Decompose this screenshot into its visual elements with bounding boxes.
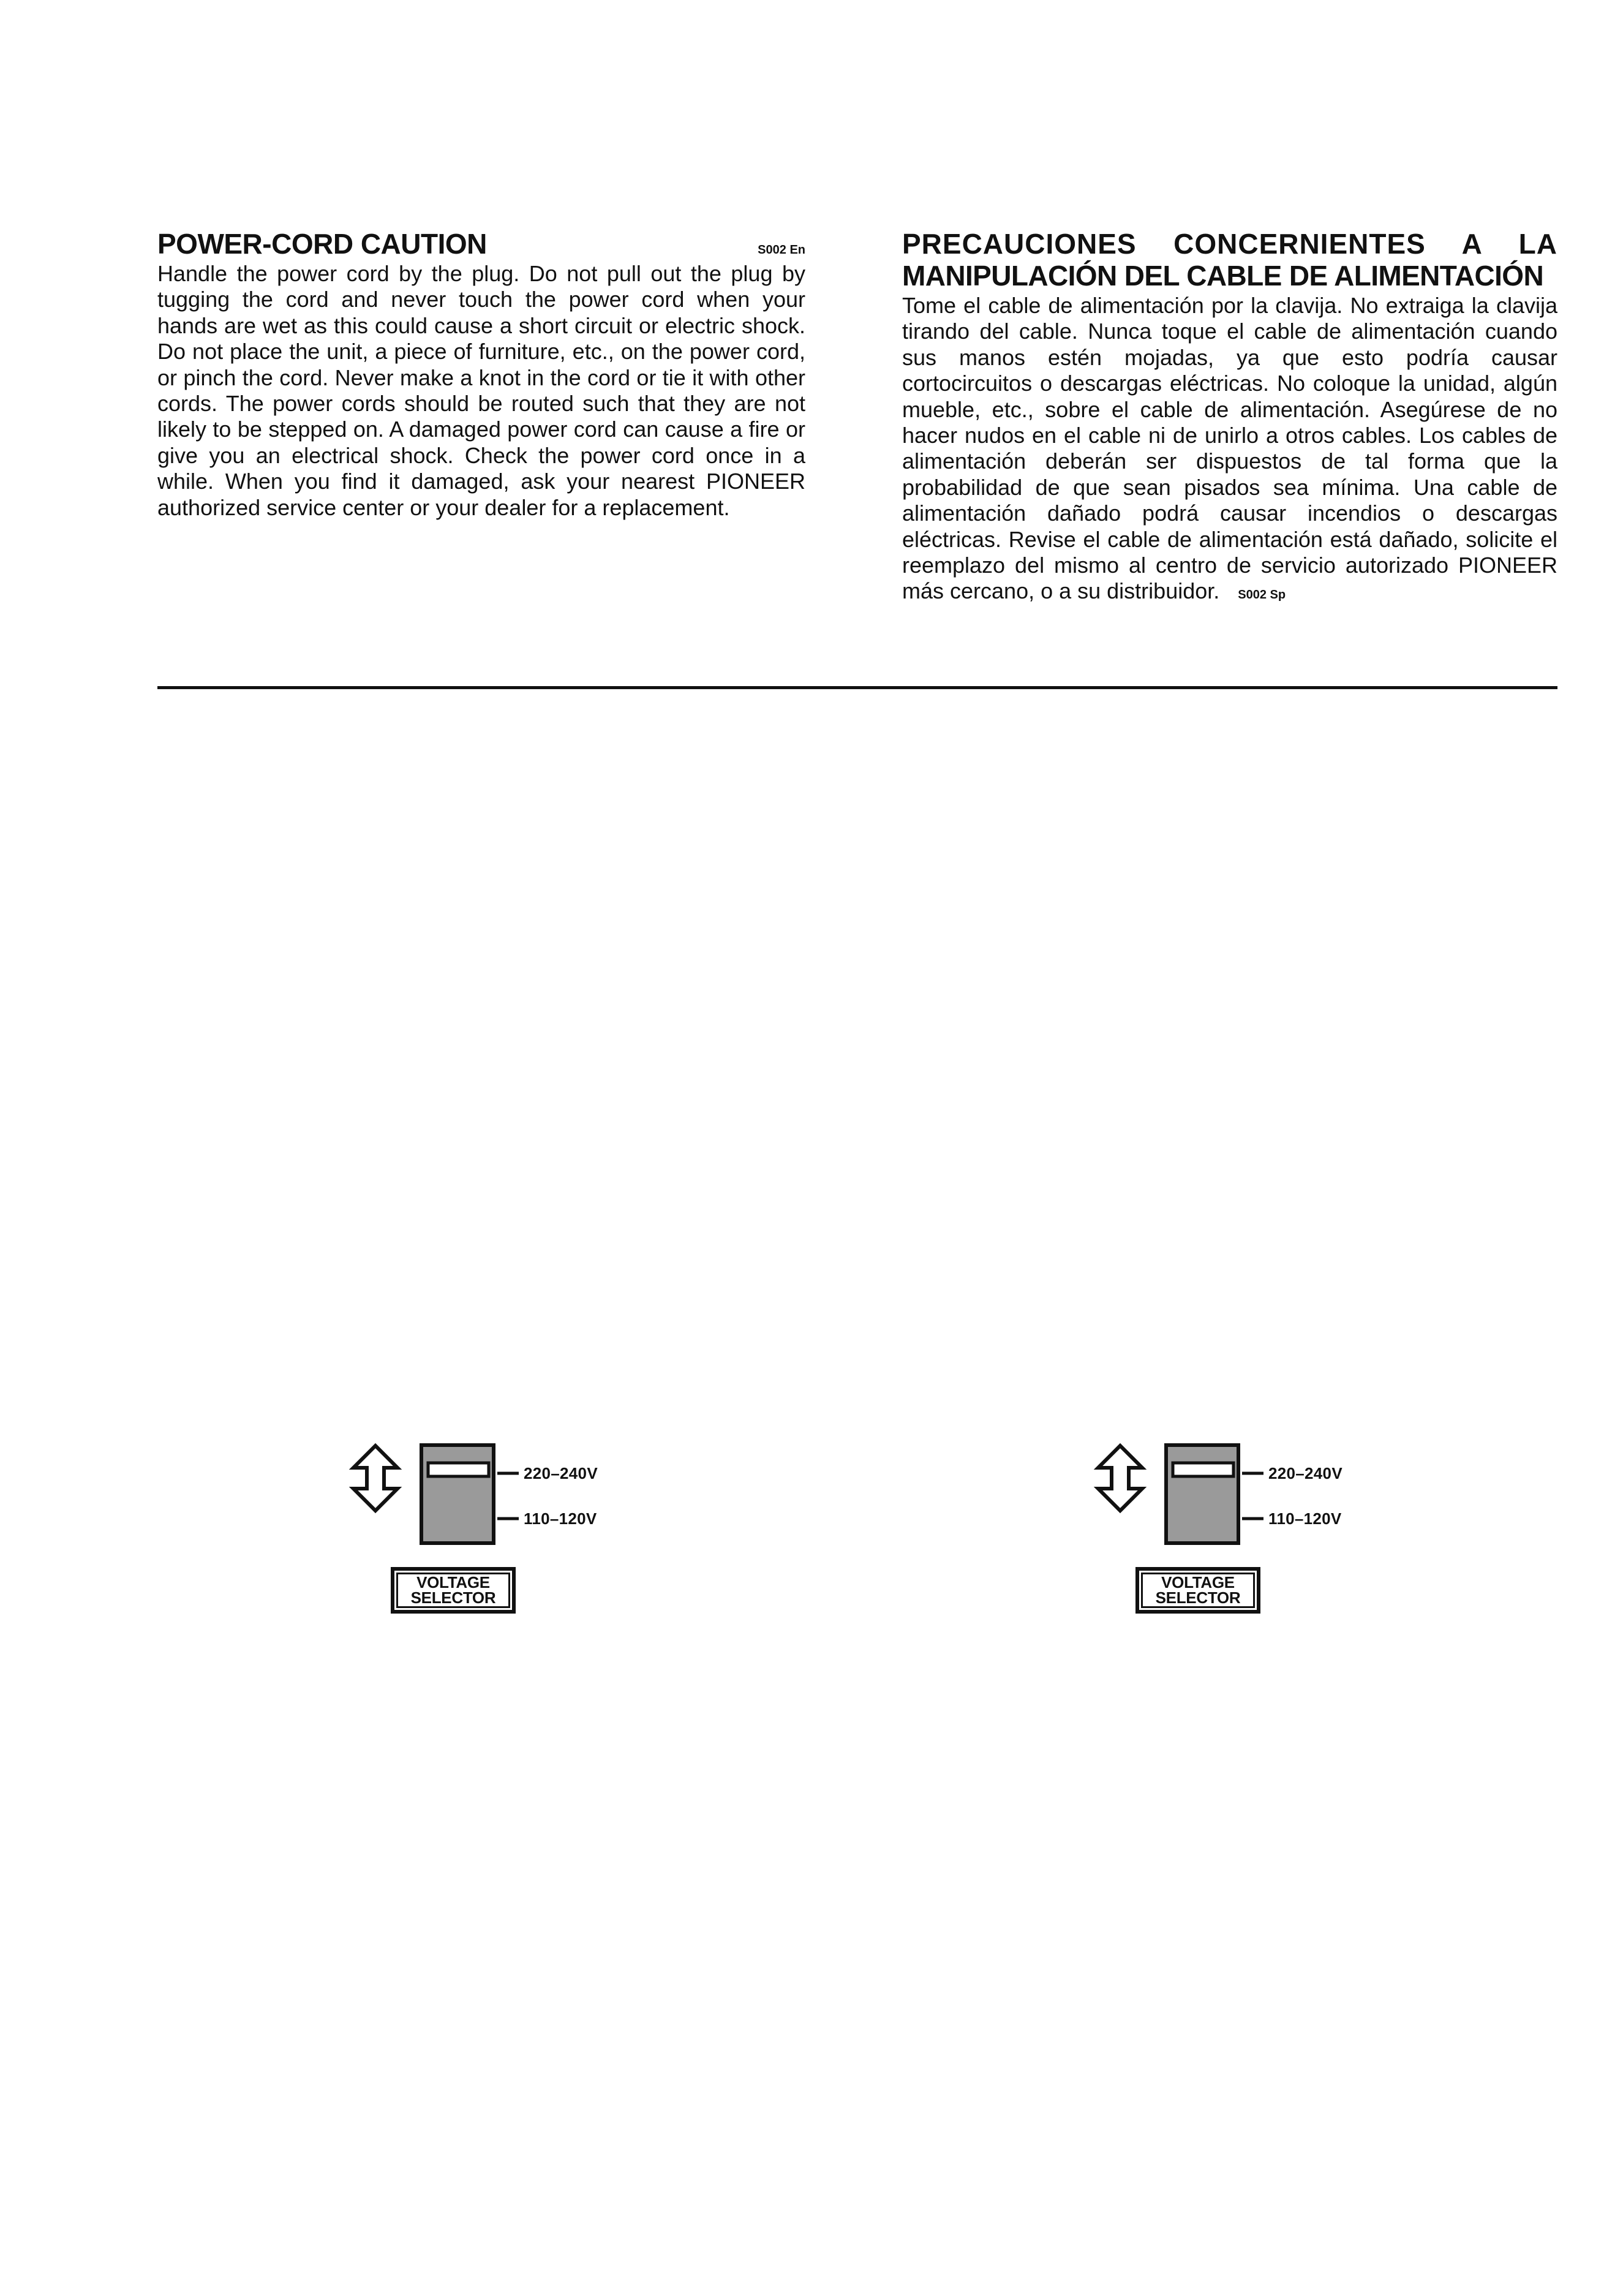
low-voltage-label: 110–120V bbox=[1268, 1509, 1342, 1528]
spanish-section bbox=[902, 228, 1557, 608]
english-code: S002 En bbox=[758, 243, 805, 257]
voltage-selector-diagram-left bbox=[352, 1444, 634, 1628]
english-body: Handle the power cord by the plug. Do not pull out the plug by tugging the cord and never touch the power cord when your hands are wet as this could cause a short circuit or electric shock. Do not place the unit, a piece of furniture, etc., on the power cord, or pinch the cord. Never make a knot in the cord or tie it with other cords. The power cords should be routed such that they are not likely to be stepped on. A damaged power cord can cause a fire or give you an electrical shock. Check the power cord once in a while. When you find it damaged, ask your nearest PIONEER authorized service center or your dealer for a replacement. bbox=[157, 261, 805, 520]
high-voltage-label: 220–240V bbox=[1268, 1464, 1342, 1482]
plate-inner-border bbox=[396, 1573, 510, 1608]
plate-line-2: SELECTOR bbox=[410, 1588, 496, 1607]
spanish-code: S002 Sp bbox=[1238, 588, 1286, 602]
switch-body bbox=[1166, 1445, 1238, 1543]
voltage-selector-plate bbox=[1135, 1567, 1260, 1614]
up-down-arrow-icon bbox=[353, 1446, 397, 1511]
section-divider bbox=[157, 686, 1557, 689]
voltage-selector-diagram-right bbox=[1097, 1444, 1379, 1628]
plate-line-1: VOLTAGE bbox=[416, 1573, 490, 1592]
english-heading-row bbox=[157, 228, 805, 260]
switch-body bbox=[421, 1445, 494, 1543]
plate-line-2: SELECTOR bbox=[1155, 1588, 1241, 1607]
high-voltage-label: 220–240V bbox=[524, 1464, 598, 1482]
up-down-arrow-icon bbox=[1098, 1446, 1142, 1511]
spanish-heading-line1: PRECAUCIONES CONCERNIENTES A LA bbox=[902, 228, 1557, 260]
plate-line-1: VOLTAGE bbox=[1161, 1573, 1235, 1592]
spanish-body bbox=[902, 293, 1557, 608]
voltage-selector-plate bbox=[391, 1567, 516, 1614]
spanish-body-text: Tome el cable de alimentación por la clavija. No extraiga la clavija tirando del cable. Nunca toque el cable de alimentación cuando sus manos estén mojadas, ya que esto podría causar cortocircuitos o descargas eléctricas. No coloque la unidad, algún mueble, etc., sobre el cable de alimentación. Asegúrese de no hacer nudos en el cable ni de unirlo a otros cables. Los cables de alimentación deberán ser dispuestos de tal forma que la probabilidad de que sean pisados sea mínima. Una cable de alimentación dañado podrá causar incendios o descargas eléctricas. Revise el cable de alimentación está dañado, solicite el reemplazo del mismo al centro de servicio autorizado PIONEER más cercano, o a su distribuidor. bbox=[902, 293, 1557, 604]
switch-slider bbox=[1173, 1463, 1233, 1476]
plate-inner-border bbox=[1141, 1573, 1255, 1608]
english-heading: POWER-CORD CAUTION bbox=[157, 228, 487, 260]
spanish-heading-line2: MANIPULACIÓN DEL CABLE DE ALIMENTACIÓN bbox=[902, 260, 1544, 292]
low-voltage-label: 110–120V bbox=[524, 1509, 597, 1528]
english-section bbox=[157, 228, 805, 521]
switch-slider bbox=[428, 1463, 489, 1476]
